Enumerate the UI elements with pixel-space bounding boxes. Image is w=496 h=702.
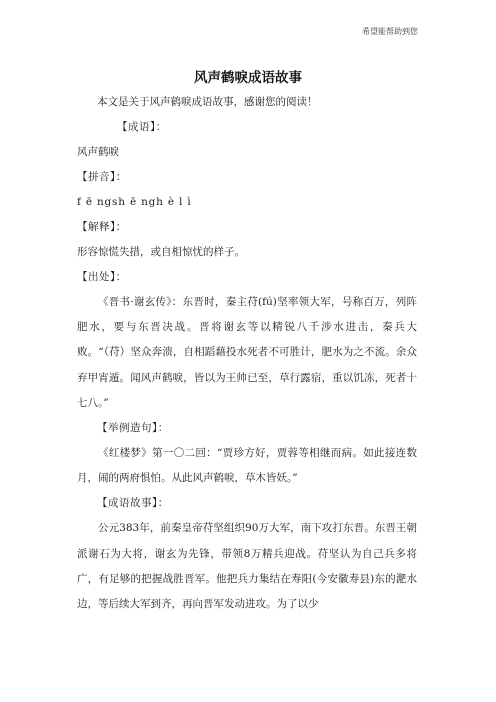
idiom-text: 风声鹤唳	[77, 146, 119, 158]
story-label: 【成语故事】：	[97, 497, 169, 510]
story-text: 公元383年，前秦皇帝苻坚组织90万大军，南下攻打东晋。东晋王朝派谢石为大将，谢玄为先锋，带领8万精兵迎战。苻坚认为自己兵多将广，有足够的把握战胜晋军。他把兵力集结在寿阳(今安徽寿县)东的淝水边，等后续大军到齐，再向晋军发动进攻。为了以少	[77, 522, 417, 611]
source-text: 《晋书·谢玄传》：东晋时，秦主苻(fú)坚率领大军，号称百万，列阵肥水，要与东晋决战。晋将谢玄等以精锐八千涉水进击，秦兵大败。“（苻）坚众奔溃，自相蹈藉投水死者不可胜计，肥水为之不流。余众弃甲宵遁。闻风声鹤唳，皆以为王帅已至，草行露宿，重以饥冻，死者十七八。”	[77, 296, 417, 409]
example-label: 【举例造句】：	[97, 422, 169, 435]
explain-label: 【解释】：	[77, 221, 127, 233]
pinyin-label: 【拼音】：	[77, 171, 127, 183]
source-label: 【出处】：	[77, 271, 127, 283]
page-title: 风声鹤唳成语故事	[194, 70, 302, 86]
explain-text: 形容惊慌失措，或自相惊忧的样子。	[77, 246, 245, 258]
document-body	[77, 90, 417, 617]
header-note: 希望能帮助到您	[362, 27, 418, 36]
idiom-label: 【成语】：	[117, 121, 167, 133]
example-text: 《红楼梦》第一〇二回：“贾珍方好，贾蓉等相继而病。如此接连数月，闹的两府惧怕。从此风声鹤唳，草木皆妖。”	[77, 447, 417, 485]
intro-text: 本文是关于风声鹤唳成语故事，感谢您的阅读！	[97, 96, 318, 108]
pinyin-text: f ē ngsh ē ngh è l ì	[77, 196, 192, 208]
